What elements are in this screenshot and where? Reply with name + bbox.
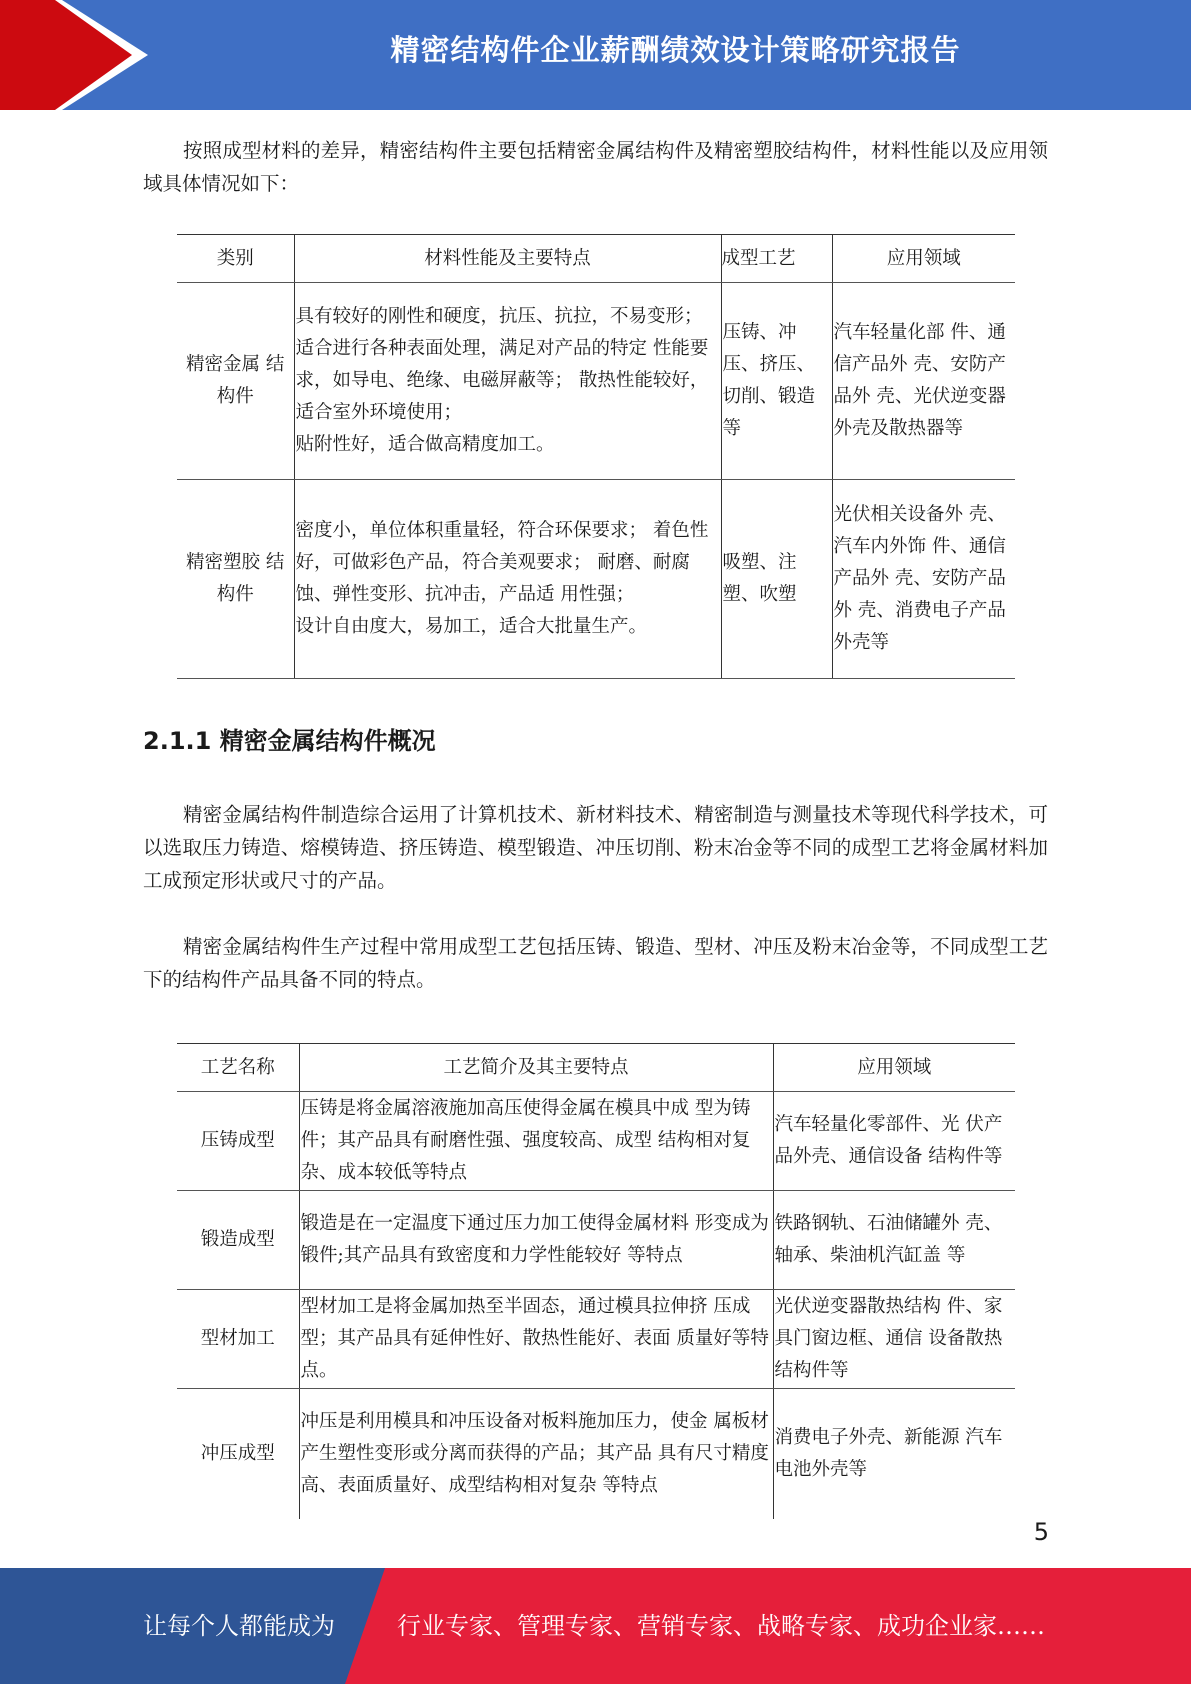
application-cell: 铁路钢轨、石油储罐外 壳、轴承、柴油机汽缸盖 等 (773, 1191, 1015, 1290)
features-cell (294, 480, 721, 679)
column-header: 工艺简介及其主要特点 (299, 1044, 773, 1092)
feature-line: 密度小，单位体积重量轻，符合环保要求； 着色性好，可做彩色产品，符合美观要求； 耐磨、耐腐蚀、弹性变形、抗冲击，产品适 用性强； (295, 520, 709, 605)
column-header: 类别 (177, 235, 294, 283)
column-header: 应用领域 (832, 235, 1015, 283)
table-row (177, 283, 1015, 480)
process-description-cell: 冲压是利用模具和冲压设备对板料施加压力，使金 属板材产生塑性变形或分离而获得的产品；其产品 具有尺寸精度高、表面质量好、成型结构相对复杂 等特点 (299, 1389, 773, 1519)
feature-line: 适合进行各种表面处理，满足对产品的特定 性能要求，如导电、绝缘、电磁屏蔽等； 散热性能较好，适合室外环境使用； (295, 338, 709, 423)
footer-slogan-right: 行业专家、管理专家、营销专家、战略专家、成功企业家…… (397, 1612, 1045, 1640)
application-cell: 汽车轻量化部 件、通信产品外 壳、安防产品外 壳、光伏逆变器外壳及散热器等 (832, 283, 1015, 480)
process-name-cell: 型材加工 (177, 1290, 299, 1389)
application-cell: 光伏相关设备外 壳、汽车内外饰 件、通信产品外 壳、安防产品外 壳、消费电子产品外壳等 (832, 480, 1015, 679)
application-cell: 汽车轻量化零部件、光 伏产品外壳、通信设备 结构件等 (773, 1092, 1015, 1191)
header-chevron-graphic (0, 0, 160, 110)
process-cell: 压铸、冲压、挤压、切削、锻造等 (721, 283, 832, 480)
category-cell: 精密塑胶 结构件 (177, 480, 294, 679)
application-cell: 光伏逆变器散热结构 件、家具门窗边框、通信 设备散热结构件等 (773, 1290, 1015, 1389)
process-comparison-table (177, 1043, 1015, 1519)
report-title: 精密结构件企业薪酬绩效设计策略研究报告 (390, 33, 961, 67)
table-row (177, 1389, 1015, 1519)
process-name-cell: 锻造成型 (177, 1191, 299, 1290)
intro-paragraph: 按照成型材料的差异，精密结构件主要包括精密金属结构件及精密塑胶结构件，材料性能以及应用领域具体情况如下： (143, 139, 1048, 195)
table-header-row (177, 235, 1015, 283)
table-row (177, 1092, 1015, 1191)
body-paragraph: 精密金属结构件生产过程中常用成型工艺包括压铸、锻造、型材、冲压及粉末冶金等，不同成型工艺下的结构件产品具备不同的特点。 (143, 935, 1048, 991)
table-row (177, 480, 1015, 679)
process-description-cell: 型材加工是将金属加热至半固态，通过模具拉伸挤 压成型；其产品具有延伸性好、散热性能好、表面 质量好等特点。 (299, 1290, 773, 1389)
process-name-cell: 压铸成型 (177, 1092, 299, 1191)
column-header: 成型工艺 (721, 235, 832, 283)
feature-line: 设计自由度大，易加工，适合大批量生产。 (295, 616, 648, 637)
table-row (177, 1191, 1015, 1290)
footer-slogan-left: 让每个人都能成为 (143, 1612, 335, 1640)
process-cell: 吸塑、注塑、吹塑 (721, 480, 832, 679)
column-header: 应用领域 (773, 1044, 1015, 1092)
process-name-cell: 冲压成型 (200, 1442, 275, 1464)
page-number: 5 (1033, 1518, 1049, 1546)
table-row (177, 1290, 1015, 1389)
process-description-cell: 锻造是在一定温度下通过压力加工使得金属材料 形变成为锻件;其产品具有致密度和力学性能较好 等特点 (299, 1191, 773, 1290)
material-comparison-table (177, 234, 1015, 679)
application-cell: 消费电子外壳、新能源 汽车电池外壳等 (773, 1389, 1015, 1519)
process-description-cell: 压铸是将金属溶液施加高压使得金属在模具中成 型为铸件；其产品具有耐磨性强、强度较高、成型 结构相对复杂、成本较低等特点 (299, 1092, 773, 1191)
column-header: 工艺名称 (177, 1044, 299, 1092)
section-heading: 2.1.1 精密金属结构件概况 (143, 727, 436, 755)
feature-line: 具有较好的刚性和硬度，抗压、抗拉，不易变形； (295, 306, 703, 327)
body-paragraph: 精密金属结构件制造综合运用了计算机技术、新材料技术、精密制造与测量技术等现代科学技术，可以选取压力铸造、熔模铸造、挤压铸造、模型锻造、冲压切削、粉末冶金等不同的成型工艺将金属材料加工成预定形状或尺寸的产品。 (143, 803, 1048, 892)
feature-line: 贴附性好，适合做高精度加工。 (295, 434, 555, 455)
table-header-row (177, 1044, 1015, 1092)
features-cell (294, 283, 721, 480)
category-cell: 精密金属 结构件 (177, 283, 294, 480)
page-footer (0, 1568, 1191, 1684)
page-header (0, 0, 1191, 110)
column-header: 材料性能及主要特点 (294, 235, 721, 283)
